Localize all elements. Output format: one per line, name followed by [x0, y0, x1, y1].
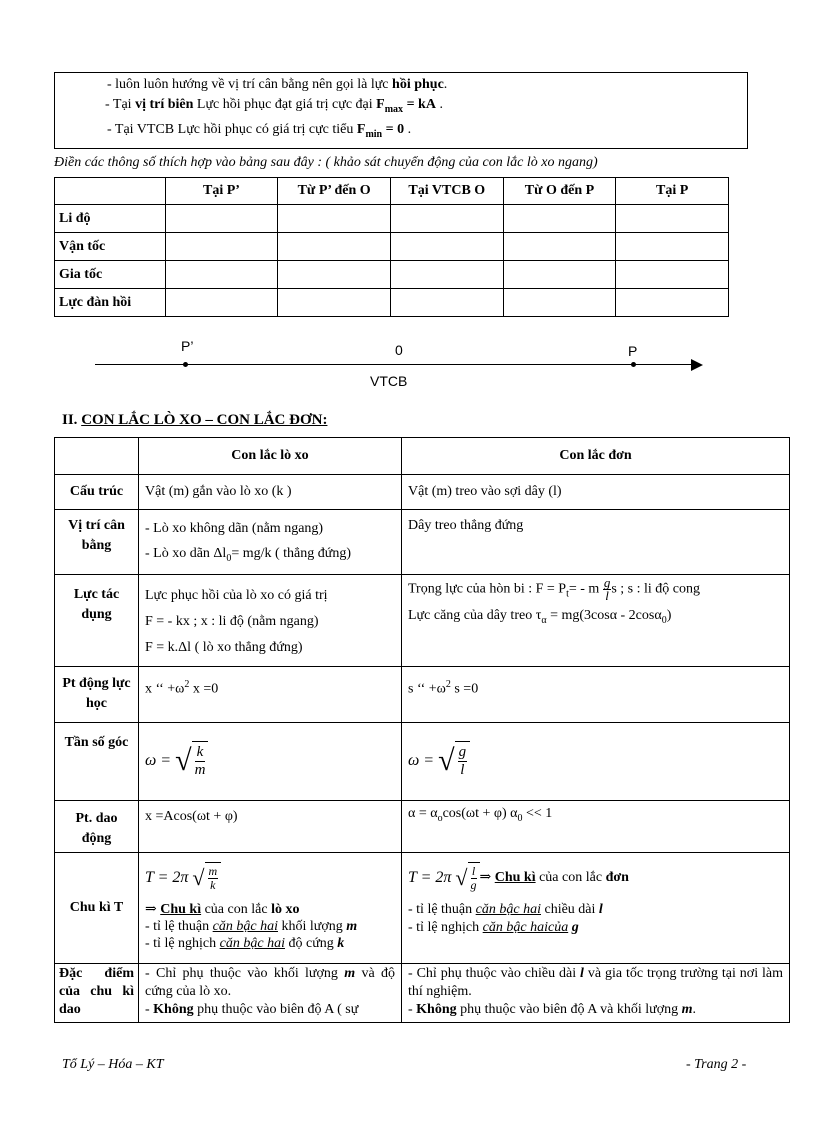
blank-cell[interactable] — [278, 233, 391, 261]
table-row — [55, 510, 790, 575]
table-row — [55, 722, 790, 800]
header-cell: Từ O đến P — [503, 178, 616, 205]
blank-cell[interactable] — [165, 289, 278, 317]
pendulum-structure: Vật (m) treo vào sợi dây (l) — [402, 475, 790, 510]
point-p-prime-marker — [183, 362, 188, 367]
table-row — [55, 666, 790, 722]
sqrt-icon: √ $\frac{m}{k}$ — [192, 862, 221, 894]
table-row — [55, 261, 729, 289]
blank-cell[interactable] — [616, 289, 729, 317]
row-label: Vận tốc — [55, 233, 166, 261]
row-label-period: Chu kì T — [55, 852, 139, 963]
spring-angular-formula: ω = √ $\frac{k}{m}$ — [139, 722, 402, 800]
spring-features: - Chỉ phụ thuộc vào khối lượng m và độ cứng của lò xo. - Không phụ thuộc vào biên độ A ( sự — [139, 963, 402, 1022]
blank-cell[interactable] — [165, 205, 278, 233]
blank-cell[interactable] — [616, 261, 729, 289]
note-box — [54, 72, 748, 149]
footer-department: Tổ Lý – Hóa – KT — [62, 1057, 164, 1072]
comparison-table — [54, 437, 790, 1023]
header-cell: Từ P’ đến O — [278, 178, 391, 205]
sqrt-icon: √ $\frac{k}{m}$ — [175, 741, 208, 781]
sqrt-icon: √ $\frac{l}{g}$ — [455, 862, 479, 894]
table-row — [55, 205, 729, 233]
note-line-3: - Tại VTCB Lực hồi phục có giá trị cực tiểu $F_{min} = 0$ . — [107, 121, 412, 140]
point-p-marker — [631, 362, 636, 367]
row-label-equilibrium: Vị trí cân bằng — [55, 510, 139, 575]
row-label-features: Đặc điểm của chu kì dao — [55, 963, 139, 1022]
blank-cell[interactable] — [503, 233, 616, 261]
blank-cell[interactable] — [503, 261, 616, 289]
pendulum-oscillation: $\alpha = \alpha_o\cos(\omega t + \varphi) \alpha_0 << 1$ — [402, 800, 790, 852]
header-cell: Tại P — [616, 178, 729, 205]
note-line-2: - Tại vị trí biên Lực hồi phục đạt giá trị cực đại $F_{max}$ = kA . — [105, 97, 443, 115]
label-vtcb: VTCB — [370, 373, 408, 389]
table-row — [55, 233, 729, 261]
blank-cell[interactable] — [616, 233, 729, 261]
blank-cell[interactable] — [390, 233, 503, 261]
table-row — [55, 438, 790, 475]
table-caption: Điền các thông số thích hợp vào bảng sau đây : ( khảo sát chuyển động của con lắc lò xo ngang) — [54, 155, 598, 170]
spring-oscillation: x =Acos(ωt + φ) — [139, 800, 402, 852]
spring-dynamics: x ‘‘ $+\omega^2$ x =0 — [139, 666, 402, 722]
spring-period: T = 2π √ $\frac{m}{k}$ ⇒ Chu kì của con lắc lò xo - tỉ lệ thuận căn bậc hai khối lượng m - tỉ lệ nghịch căn bậc hai độ cứng k — [139, 852, 402, 963]
blank-cell[interactable] — [390, 205, 503, 233]
table-row — [55, 475, 790, 510]
blank-cell[interactable] — [165, 233, 278, 261]
pendulum-force: Trọng lực của hòn bi : $F = P_t= - m$ $\frac{g}{l}$ s ; s : li độ cong Lực căng của dây treo $\tau_\alpha = mg(3\cos\alpha - 2\cos\alpha_0)$ — [402, 574, 790, 666]
blank-cell[interactable] — [278, 289, 391, 317]
arrow-right-icon — [691, 359, 703, 371]
row-label-angular: Tần số góc — [55, 722, 139, 800]
header-cell: Tại P’ — [165, 178, 278, 205]
blank-cell[interactable] — [165, 261, 278, 289]
pendulum-angular-formula: ω = √ $\frac{g}{l}$ — [402, 722, 790, 800]
header-cell — [55, 178, 166, 205]
blank-cell[interactable] — [503, 205, 616, 233]
note-line-1: - luôn luôn hướng về vị trí cân bằng nên gọi là lực hồi phục. — [107, 77, 448, 92]
blank-cell[interactable] — [390, 261, 503, 289]
col-header-pendulum: Con lắc đơn — [402, 438, 790, 475]
table-row — [55, 852, 790, 963]
table-row — [55, 800, 790, 852]
label-p: P — [628, 343, 638, 359]
section-heading: II. CON LẮC LÒ XO – CON LẮC ĐƠN: — [62, 412, 328, 428]
blank-cell[interactable] — [390, 289, 503, 317]
col-header-spring: Con lắc lò xo — [139, 438, 402, 475]
pendulum-dynamics: s ‘‘ $+\omega^2$ s =0 — [402, 666, 790, 722]
row-label-dynamics: Pt động lực học — [55, 666, 139, 722]
blank-cell[interactable] — [278, 205, 391, 233]
row-label: Li độ — [55, 205, 166, 233]
row-label-oscillation: Pt. dao động — [55, 800, 139, 852]
spring-structure: Vật (m) gắn vào lò xo (k ) — [139, 475, 402, 510]
pendulum-features: - Chỉ phụ thuộc vào chiều dài l và gia tốc trọng trường tại nơi làm thí nghiệm. - Không phụ thuộc vào biên độ A và khối lượng m. — [402, 963, 790, 1022]
row-label-force: Lực tác dụng — [55, 574, 139, 666]
blank-cell[interactable] — [503, 289, 616, 317]
header-cell: Tại VTCB O — [390, 178, 503, 205]
table-row — [55, 963, 790, 1022]
motion-table — [54, 177, 729, 317]
corner-cell — [55, 438, 139, 475]
g-over-l-fraction: $\frac{g}{l}$ — [603, 574, 611, 603]
pendulum-period: T = 2π √ $\frac{l}{g}$ ⇒ Chu kì của con lắc đơn - tỉ lệ thuận căn bậc hai chiều dài l - tỉ lệ nghịch căn bậc haicủa g — [402, 852, 790, 963]
spring-equilibrium: - Lò xo không dãn (nằm ngang) - Lò xo dãn $\Delta l_0= mg/k$ ( thẳng đứng) — [139, 510, 402, 575]
motion-table-header — [55, 178, 729, 205]
position-axis — [95, 340, 715, 390]
row-label: Lực đàn hồi — [55, 289, 166, 317]
label-p-prime: P’ — [181, 338, 194, 354]
table-row — [55, 574, 790, 666]
pendulum-equilibrium: Dây treo thẳng đứng — [402, 510, 790, 575]
spring-force: Lực phục hồi của lò xo có giá trị F = - kx ; x : li độ (nằm ngang) F = k.Δl ( lò xo thẳng đứng) — [139, 574, 402, 666]
sqrt-icon: √ $\frac{g}{l}$ — [438, 741, 470, 781]
blank-cell[interactable] — [616, 205, 729, 233]
row-label-structure: Cấu trúc — [55, 475, 139, 510]
table-row — [55, 289, 729, 317]
page-number: - Trang 2 - — [686, 1057, 747, 1072]
blank-cell[interactable] — [278, 261, 391, 289]
row-label: Gia tốc — [55, 261, 166, 289]
label-origin: 0 — [395, 342, 403, 358]
